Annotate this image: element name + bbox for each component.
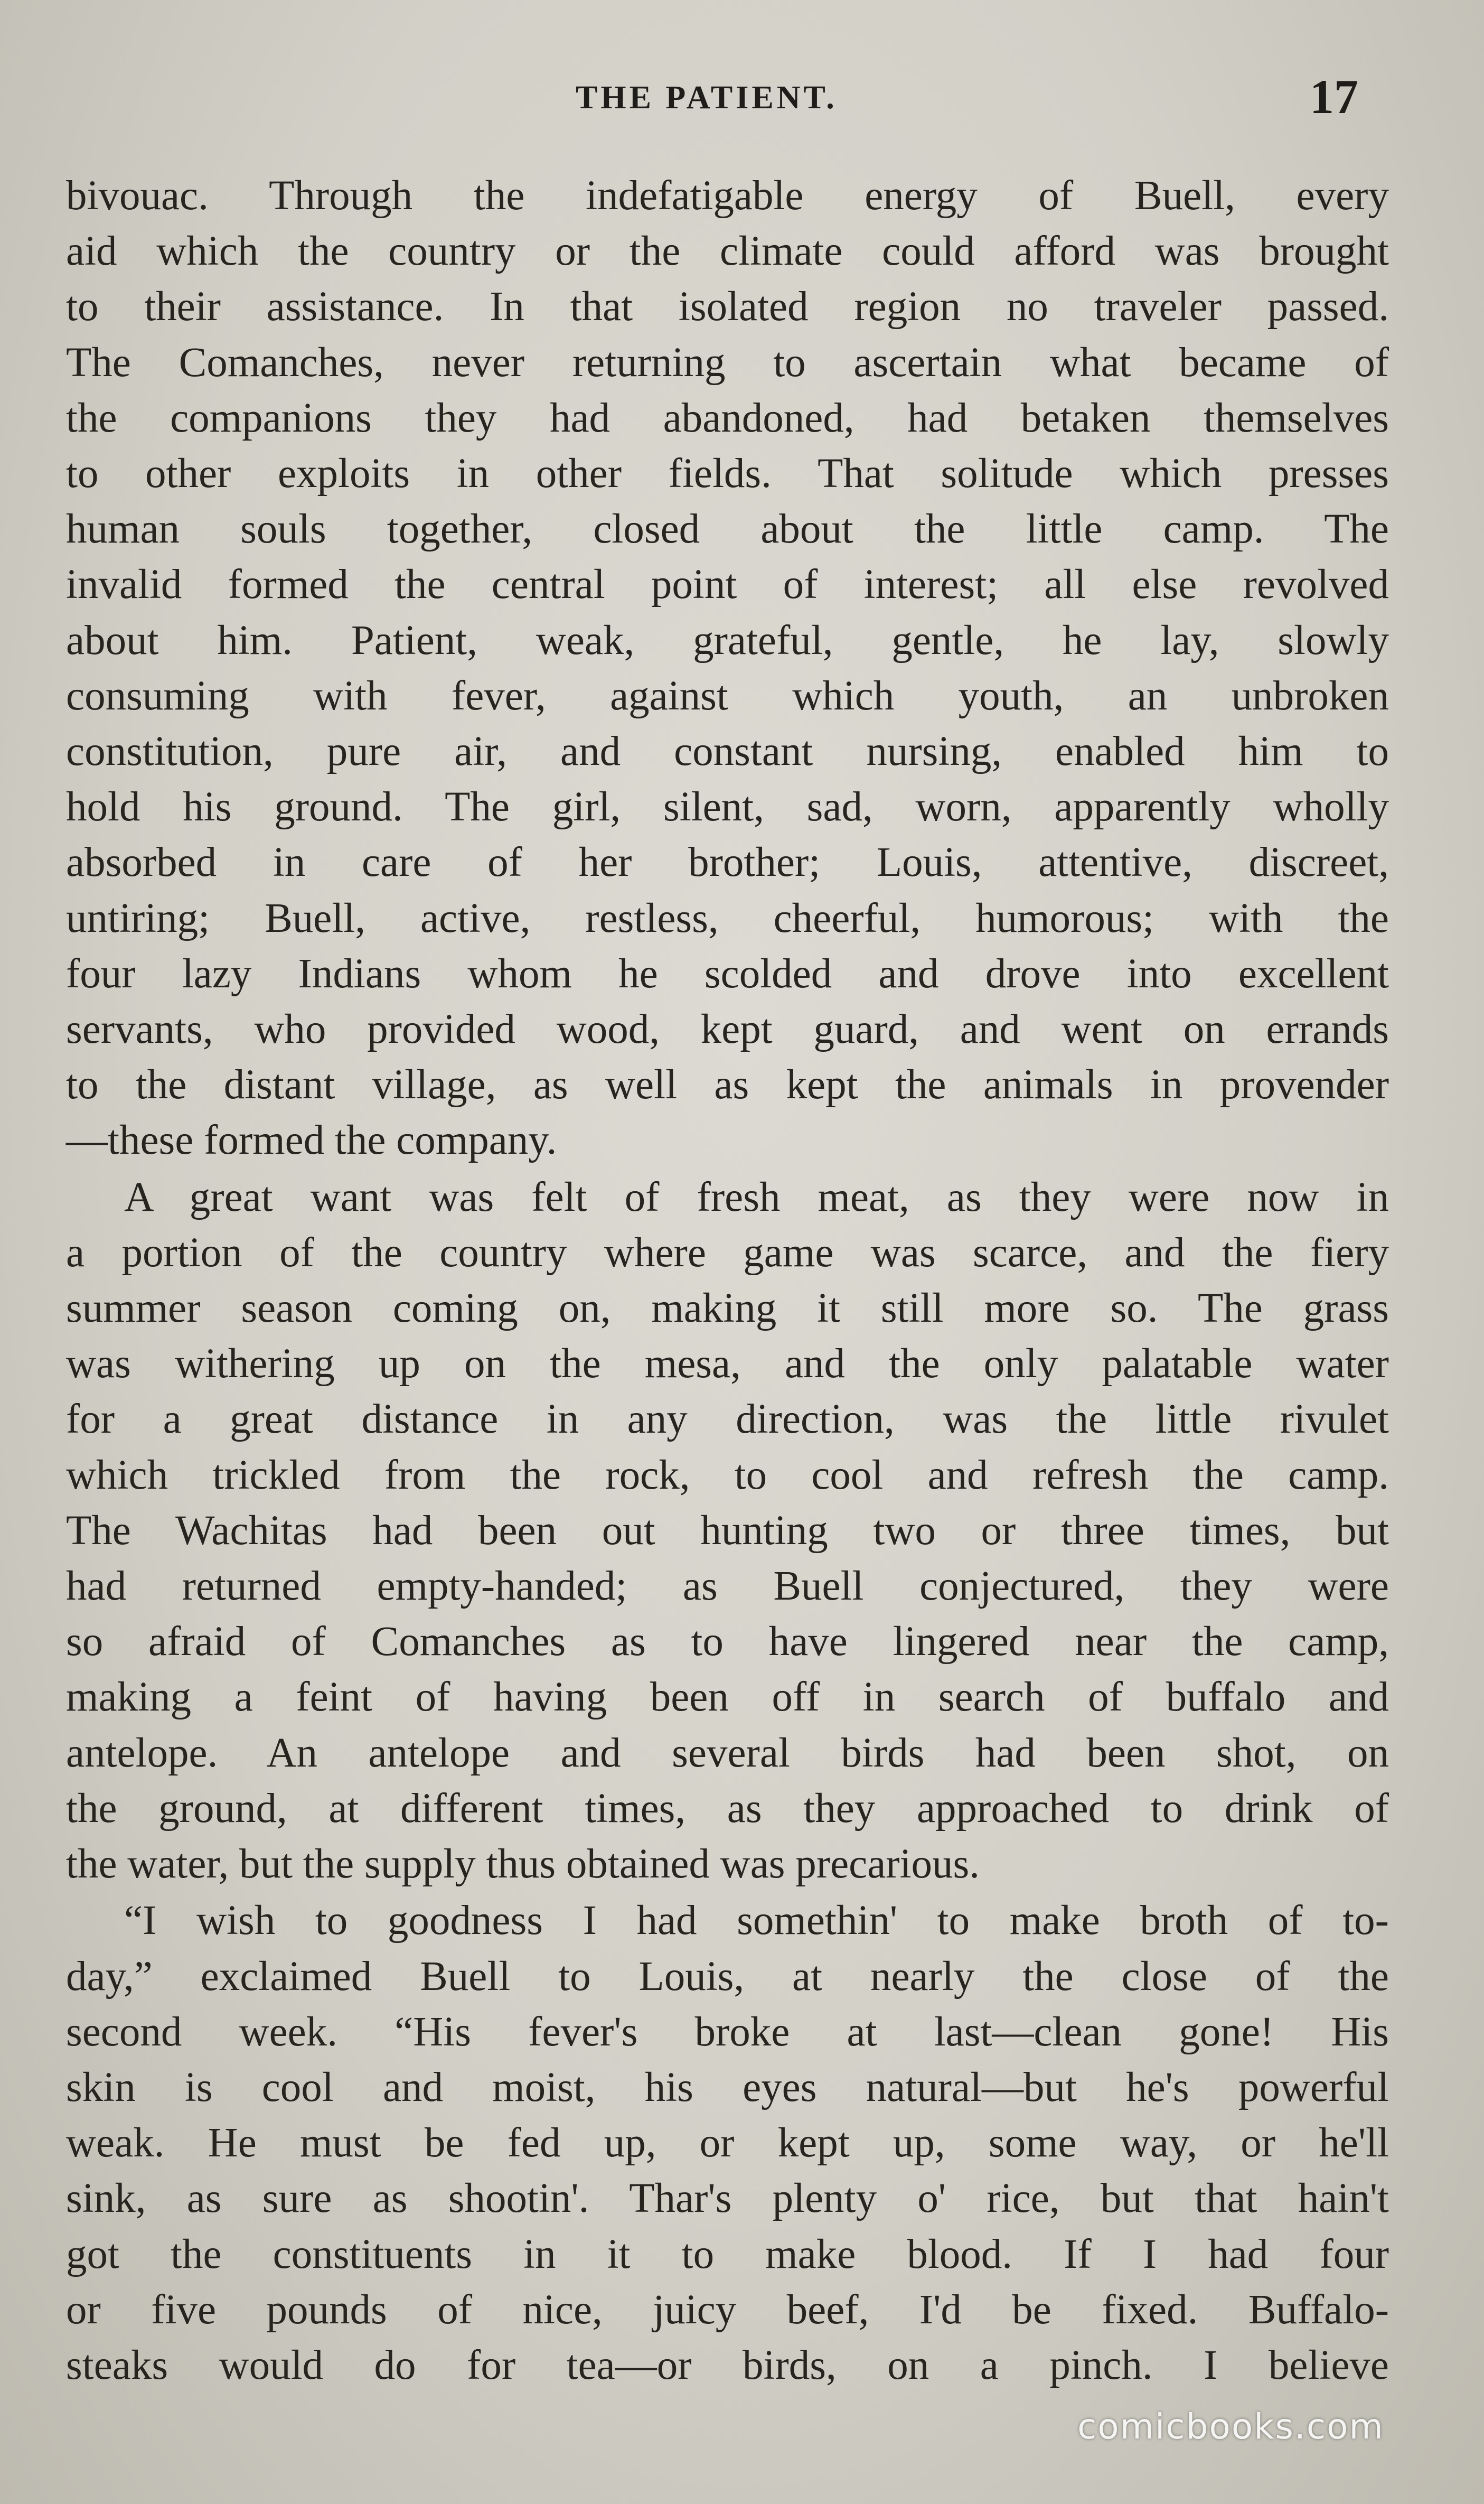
text-line: which trickled from the rock, to cool and refresh the camp.: [66, 1452, 1389, 1498]
text-line: The Comanches, never returning to ascertain what became of: [66, 339, 1389, 386]
page-number: 17: [1310, 70, 1358, 124]
text-line: constitution, pure air, and constant nursing, enabled him to: [66, 728, 1389, 775]
text-line: human souls together, closed about the little camp. The: [66, 506, 1389, 553]
text-line: four lazy Indians whom he scolded and drove into excellent: [66, 950, 1389, 997]
text-line: consuming with fever, against which youth, an unbroken: [66, 672, 1389, 719]
text-line: the water, but the supply thus obtained was precarious.: [66, 1841, 980, 1888]
text-line: second week. “His fever's broke at last—clean gone! His: [66, 2008, 1389, 2055]
text-line: was withering up on the mesa, and the only palatable water: [66, 1341, 1389, 1387]
text-line: had returned empty-handed; as Buell conjectured, they were: [66, 1563, 1389, 1610]
text-line: got the constituents in it to make blood. If I had four: [66, 2231, 1389, 2277]
text-line: sink, as sure as shootin'. Thar's plenty o' rice, but that hain't: [66, 2175, 1389, 2222]
text-line: antelope. An antelope and several birds had been shot, on: [66, 1730, 1389, 1776]
text-line: The Wachitas had been out hunting two or three times, but: [66, 1507, 1389, 1554]
text-line: for a great distance in any direction, was the little rivulet: [66, 1396, 1389, 1443]
text-line: the ground, at different times, as they approached to drink of: [66, 1785, 1389, 1832]
running-head: [0, 69, 1484, 127]
text-line: a portion of the country where game was scarce, and the fiery: [66, 1229, 1389, 1276]
text-line: bivouac. Through the indefatigable energy of Buell, every: [66, 173, 1389, 219]
text-line: untiring; Buell, active, restless, cheerful, humorous; with the: [66, 895, 1389, 941]
text-line: the companions they had abandoned, had betaken themselves: [66, 395, 1389, 441]
paragraph-start-line: A great want was felt of fresh meat, as they were now in: [124, 1174, 1389, 1220]
chapter-title: THE PATIENT.: [576, 80, 838, 116]
text-line: skin is cool and moist, his eyes natural—but he's powerful: [66, 2064, 1389, 2110]
text-line: absorbed in care of her brother; Louis, attentive, discreet,: [66, 839, 1389, 886]
watermark: comicbooks.com: [1077, 2406, 1384, 2447]
text-line: to other exploits in other fields. That solitude which presses: [66, 451, 1389, 497]
text-line: summer season coming on, making it still more so. The grass: [66, 1285, 1389, 1332]
text-line: servants, who provided wood, kept guard, and went on errands: [66, 1006, 1389, 1053]
text-line: about him. Patient, weak, grateful, gentle, he lay, slowly: [66, 617, 1389, 664]
text-line: invalid formed the central point of interest; all else revolved: [66, 562, 1389, 608]
text-line: making a feint of having been off in search of buffalo and: [66, 1674, 1389, 1721]
text-line: aid which the country or the climate could afford was brought: [66, 228, 1389, 275]
text-line: to the distant village, as well as kept the animals in provender: [66, 1062, 1389, 1108]
text-line: —these formed the company.: [66, 1117, 557, 1164]
text-line: so afraid of Comanches as to have lingered near the camp,: [66, 1619, 1389, 1665]
text-line: to their assistance. In that isolated region no traveler passed.: [66, 284, 1389, 330]
text-line: steaks would do for tea—or birds, on a pinch. I believe: [66, 2342, 1389, 2388]
text-line: day,” exclaimed Buell to Louis, at nearly the close of the: [66, 1953, 1389, 2000]
text-line: or five pounds of nice, juicy beef, I'd be fixed. Buffalo-: [66, 2286, 1389, 2333]
text-line: hold his ground. The girl, silent, sad, worn, apparently wholly: [66, 784, 1389, 830]
body-text: [66, 168, 1389, 2393]
paragraph-start-line: “I wish to goodness I had somethin' to make broth of to-: [124, 1898, 1389, 1944]
text-line: weak. He must be fed up, or kept up, some way, or he'll: [66, 2120, 1389, 2166]
